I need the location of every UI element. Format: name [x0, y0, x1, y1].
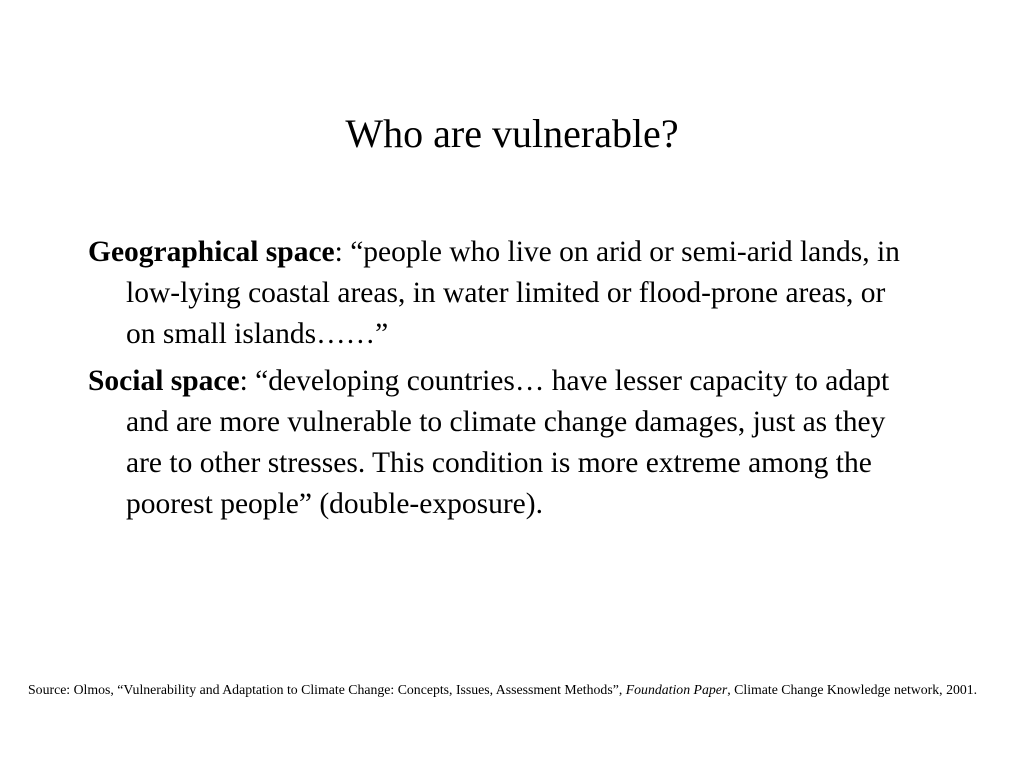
slide-body: [88, 232, 918, 531]
slide-title: Who are vulnerable?: [345, 111, 679, 156]
point-text: “developing countries… have lesser capacity to adapt and are more vulnerable to climate change damages, just as they are to other stresses. This condition is more extreme among the poorest people” (double-exposure).: [126, 365, 890, 520]
point-social-space: [88, 361, 918, 525]
point-text: “people who live on arid or semi-arid lands, in low-lying coastal areas, in water limited or flood-prone areas, or on small islands……”: [126, 236, 900, 350]
source-prefix: Source: Olmos, “Vulnerability and Adaptation to Climate Change: Concepts, Issues, Assessment Methods”,: [28, 682, 626, 697]
source-publication: Foundation Paper: [625, 682, 728, 697]
source-citation: [28, 681, 1024, 698]
point-separator: :: [334, 236, 351, 268]
point-geographical-space: [88, 232, 918, 355]
source-suffix: , Climate Change Knowledge network, 2001.: [727, 682, 978, 697]
point-separator: :: [239, 365, 256, 397]
point-term: Social space: [88, 365, 240, 397]
point-term: Geographical space: [88, 236, 335, 268]
